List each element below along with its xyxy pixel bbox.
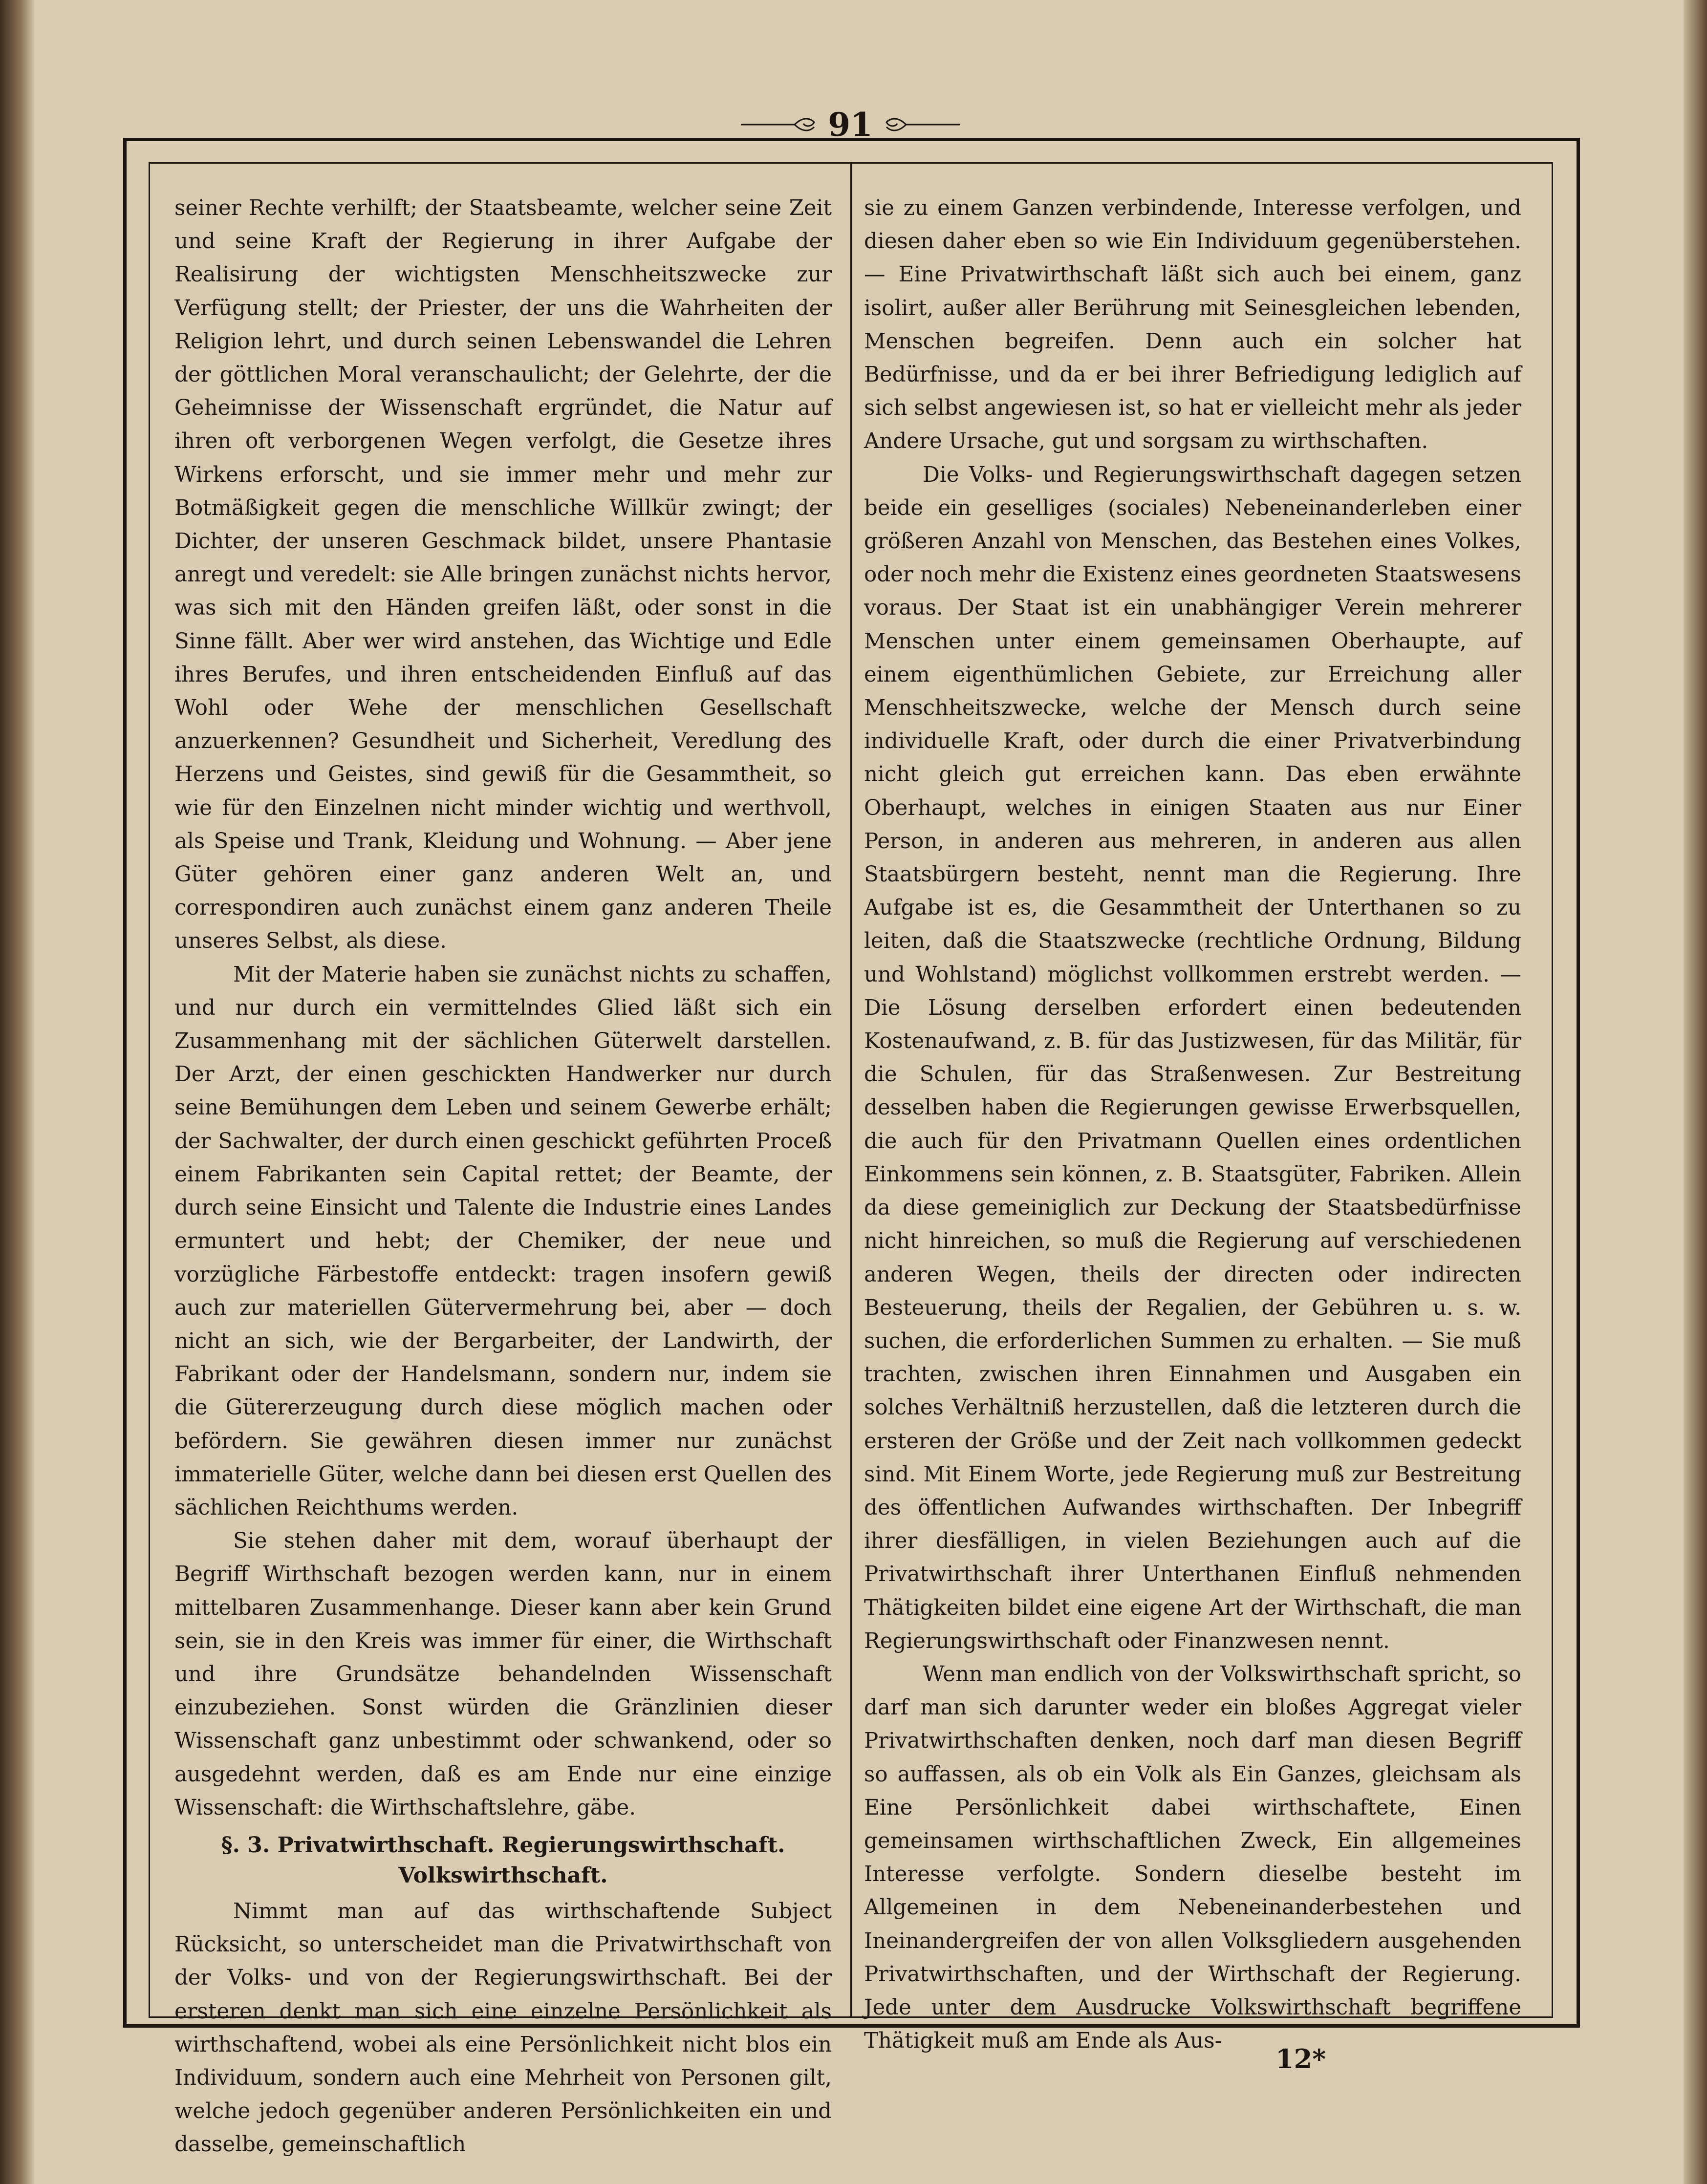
section-heading-line: Volkswirthschaft. xyxy=(398,1863,608,1888)
left-column xyxy=(174,192,832,2157)
section-heading xyxy=(174,1830,832,1891)
page-number: 91 xyxy=(828,106,873,144)
page-edge-shadow xyxy=(1684,0,1707,2184)
right-ornament-icon xyxy=(882,115,960,134)
left-ornament-icon xyxy=(741,115,819,134)
right-column xyxy=(864,192,1521,2054)
paragraph: Wenn man endlich von der Volkswirthschaft spricht, so darf man sich darunter weder ein bloßes Aggregat vieler Privatwirthschaften denken, noch darf man diesen Begriff so auffassen, als ob ein Volk als Ein Ganzes, gleichsam als Eine Persönlichkeit dabei wirthschaftete, Einen gemeinsamen wirthschaftlichen Zweck, Ein allgemeines Interesse verfolgte. Sondern dieselbe besteht im Allgemeinen in dem Nebeneinanderbestehen und Ineinandergreifen der von allen Volksgliedern ausgehenden Privatwirthschaften, und der Wirthschaft der Regierung. Jede unter dem Ausdrucke Volkswirthschaft begriffene Thätigkeit muß am Ende als Aus- xyxy=(864,1662,1521,2054)
paragraph: Die Volks- und Regierungswirthschaft dagegen setzen beide ein geselliges (sociales) Nebeneinanderleben einer größeren Anzahl von Menschen, das Bestehen eines Volkes, oder noch mehr die Existenz eines geordneten Staatswesens voraus. Der Staat ist ein unabhängiger Verein mehrerer Menschen unter einem gemeinsamen Oberhaupte, auf einem eigenthümlichen Gebiete, zur Erreichung aller Menschheitszwecke, welche der Mensch durch seine individuelle Kraft, oder durch die einer Privatverbindung nicht gleich gut erreichen kann. Das eben erwähnte Oberhaupt, welches in einigen Staaten aus nur Einer Person, in anderen aus mehreren, in anderen aus allen Staatsbürgern besteht, nennt man die Regierung. Ihre Aufgabe ist es, die Gesammtheit der Unterthanen so zu leiten, daß die Staatszwecke (rechtliche Ordnung, Bildung und Wohlstand) möglichst vollkommen erstrebt werden. — Die Lösung derselben erfordert einen bedeutenden Kostenaufwand, z. B. für das Justizwesen, für das Militär, für die Schulen, für das Straßenwesen. Zur Bestreitung desselben haben die Regierungen gewisse Erwerbsquellen, die auch für den Privatmann Quellen eines ordentlichen Einkommens sein können, z. B. Staatsgüter, Fabriken. Allein da diese gemeiniglich zur Deckung der Staatsbedürfnisse nicht hinreichen, so muß die Regierung auf verschiedenen anderen Wegen, theils der directen oder indirecten Besteuerung, theils der Regalien, der Gebühren u. s. w. suchen, die erforderlichen Summen zu erhalten. — Sie muß trachten, zwischen ihren Einnahmen und Ausgaben ein solches Verhältniß herzustellen, daß die letzteren durch die ersteren der Größe und der Zeit nach vollkommen gedeckt sind. Mit Einem Worte, jede Regierung muß zur Bestreitung des öffentlichen Aufwandes wirthschaften. Der Inbegriff ihrer diesfälligen, in vielen Beziehungen auch auf die Privatwirthschaft ihrer Unterthanen Einfluß nehmenden Thätigkeiten bildet eine eigene Art der Wirthschaft, die man Regierungswirthschaft oder Finanzwesen nennt. xyxy=(864,462,1521,1653)
paragraph: Mit der Materie haben sie zunächst nichts zu schaffen, und nur durch ein vermittelndes Glied läßt sich ein Zusammenhang mit der sächlichen Güterwelt darstellen. Der Arzt, der einen geschickten Handwerker nur durch seine Bemühungen dem Leben und seinem Gewerbe erhält; der Sachwalter, der durch einen geschickt geführten Proceß einem Fabrikanten sein Capital rettet; der Beamte, der durch seine Einsicht und Talente die Industrie eines Landes ermuntert und hebt; der Chemiker, der neue und vorzügliche Färbestoffe entdeckt: tragen insofern gewiß auch zur materiellen Gütervermehrung bei, aber — doch nicht an sich, wie der Bergarbeiter, der Landwirth, der Fabrikant oder der Handelsmann, sondern nur, indem sie die Gütererzeugung durch diese möglich machen oder befördern. Sie gewähren diesen immer nur zunächst immaterielle Güter, welche dann bei diesen erst Quellen des sächlichen Reichthums werden. xyxy=(174,962,832,1520)
section-heading-line: §. 3. Privatwirthschaft. Regierungswirthschaft. xyxy=(221,1832,785,1858)
book-spine-shadow xyxy=(0,0,34,2184)
paragraph: seiner Rechte verhilft; der Staatsbeamte, welcher seine Zeit und seine Kraft der Regierung in ihrer Aufgabe der Realisirung der wichtigsten Menschheitszwecke zur Verfügung stellt; der Priester, der uns die Wahrheiten der Religion lehrt, und durch seinen Lebenswandel die Lehren der göttlichen Moral veranschaulicht; der Gelehrte, der die Geheimnisse der Wissenschaft ergründet, die Natur auf ihren oft verborgenen Wegen verfolgt, die Gesetze ihres Wirkens erforscht, und sie immer mehr und mehr zur Botmäßigkeit gegen die menschliche Willkür zwingt; der Dichter, der unseren Geschmack bildet, unsere Phantasie anregt und veredelt: sie Alle bringen zunächst nichts hervor, was sich mit den Händen greifen läßt, oder sonst in die Sinne fällt. Aber wer wird anstehen, das Wichtige und Edle ihres Berufes, und ihren entscheidenden Einfluß auf das Wohl oder Wehe der menschlichen Gesellschaft anzuerkennen? Gesundheit und Sicherheit, Veredlung des Herzens und Geistes, sind gewiß für die Gesammtheit, so wie für den Einzelnen nicht minder wichtig und werthvoll, als Speise und Trank, Kleidung und Wohnung. — Aber jene Güter gehören einer ganz anderen Welt an, und correspondiren auch zunächst einem ganz anderen Theile unseres Selbst, als diese. xyxy=(174,196,832,954)
column-divider xyxy=(850,162,852,2018)
sheet-signature: 12* xyxy=(1275,2043,1326,2075)
paragraph: Nimmt man auf das wirthschaftende Subject Rücksicht, so unterscheidet man die Privatwirthschaft von der Volks- und von der Regierungswirthschaft. Bei der ersteren denkt man sich eine einzelne Persönlichkeit als wirthschaftend, wobei als eine Persönlichkeit nicht blos ein Individuum, sondern auch eine Mehrheit von Personen gilt, welche jedoch gegenüber anderen Persönlichkeiten ein und dasselbe, gemeinschaftlich xyxy=(174,1899,832,2157)
paragraph: Sie stehen daher mit dem, worauf überhaupt der Begriff Wirthschaft bezogen werden kann, nur in einem mittelbaren Zusammenhange. Dieser kann aber kein Grund sein, sie in den Kreis was immer für einer, die Wirthschaft und ihre Grundsätze behandelnden Wissenschaft einzubeziehen. Sonst würden die Gränzlinien dieser Wissenschaft ganz unbestimmt oder schwankend, oder so ausgedehnt werden, daß es am Ende nur eine einzige Wissenschaft: die Wirthschaftslehre, gäbe. xyxy=(174,1529,832,1820)
paragraph: sie zu einem Ganzen verbindende, Interesse verfolgen, und diesen daher eben so wie Ein Individuum gegenüberstehen. — Eine Privatwirthschaft läßt sich auch bei einem, ganz isolirt, außer aller Berührung mit Seinesgleichen lebenden, Menschen begreifen. Denn auch ein solcher hat Bedürfnisse, und da er bei ihrer Befriedigung lediglich auf sich selbst angewiesen ist, so hat er vielleicht mehr als jeder Andere Ursache, gut und sorgsam zu wirthschaften. xyxy=(864,196,1521,454)
